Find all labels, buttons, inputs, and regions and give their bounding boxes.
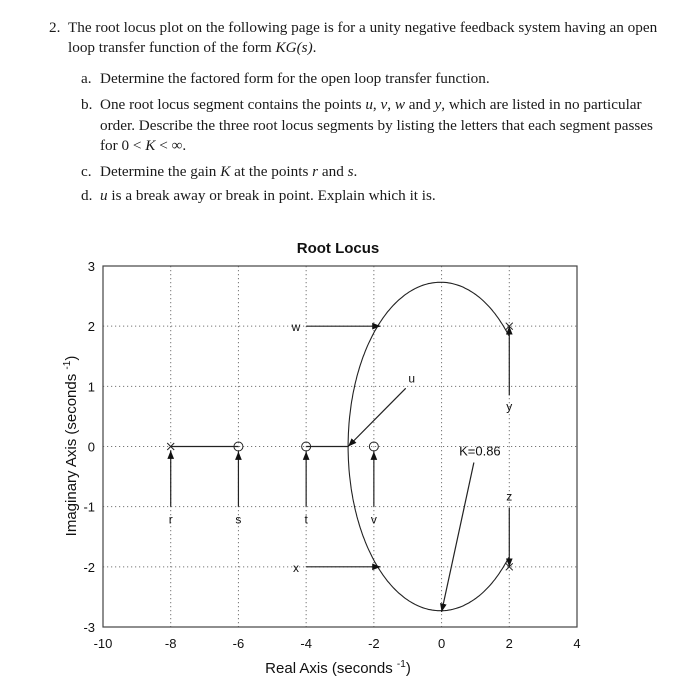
part-b-line-2: order. Describe the three root locus segments by listing the letters that each segment passes xyxy=(100,117,653,134)
intro-period: . xyxy=(312,39,317,56)
point-label-v: v xyxy=(370,512,377,527)
gain-annotation-label: K=0.86 xyxy=(459,443,501,459)
y-tick-label: 3 xyxy=(87,259,95,274)
y-tick-label: -2 xyxy=(83,559,95,575)
x-tick-label: -10 xyxy=(93,636,113,651)
point-arrow-u xyxy=(348,388,406,446)
part-a-text: Determine the factored form for the open loop transfer function. xyxy=(100,70,490,87)
part-b-line-1: One root locus segment contains the points u, v, w and y, which are listed in no particular xyxy=(100,96,642,113)
y-axis-label-text: Imaginary Axis (seconds xyxy=(63,369,80,537)
complex-locus-lower xyxy=(348,447,509,611)
problem-number: 2. xyxy=(49,19,61,36)
part-a-label: a. xyxy=(81,70,92,87)
x-axis-close-paren: ) xyxy=(405,660,411,677)
y-axis-label xyxy=(62,356,80,537)
x-tick-label: 4 xyxy=(573,636,581,651)
intro-text: loop transfer function of the form xyxy=(68,39,276,56)
x-tick-label: -4 xyxy=(300,636,312,651)
point-label-x: x xyxy=(292,560,299,575)
y-tick-label: 1 xyxy=(87,379,95,395)
x-axis-label xyxy=(265,659,411,677)
part-c-label: c. xyxy=(81,163,92,180)
point-label-y: y xyxy=(506,399,513,414)
part-c-text: Determine the gain K at the points r and s. xyxy=(100,163,358,180)
part-b-line-3: for 0 < K < ∞. xyxy=(100,137,187,154)
gain-annotation-arrow xyxy=(442,463,474,612)
x-axis-exponent: -1 xyxy=(396,659,406,670)
point-label-t: t xyxy=(304,512,308,527)
point-label-z: z xyxy=(506,489,513,504)
point-labels xyxy=(169,320,513,612)
x-tick-label: 0 xyxy=(437,636,446,651)
locus-curves xyxy=(168,282,509,610)
point-label-r: r xyxy=(168,512,173,527)
part-b-label: b. xyxy=(81,96,93,113)
point-label-w: w xyxy=(291,320,301,335)
y-axis-close-paren: ) xyxy=(63,355,80,361)
y-tick-label: -1 xyxy=(83,499,95,515)
part-d-label: d. xyxy=(81,187,93,204)
point-label-s: s xyxy=(235,512,242,527)
point-label-u: u xyxy=(408,371,416,386)
x-axis-label-text: Real Axis (seconds xyxy=(265,660,397,677)
x-tick-label: -2 xyxy=(368,636,380,651)
x-tick-label: -6 xyxy=(232,636,245,651)
part-d-text: u is a break away or break in point. Explain which it is. xyxy=(100,187,436,204)
y-tick-label: 0 xyxy=(87,439,95,455)
y-tick-label: 2 xyxy=(87,319,95,335)
transfer-function-math: KG(s) xyxy=(275,39,313,56)
x-tick-label: 2 xyxy=(505,636,513,651)
problem-intro-line-1: The root locus plot on the following page is for a unity negative feedback system having an open xyxy=(68,19,658,36)
tick-labels xyxy=(83,259,580,651)
y-axis-exponent: -1 xyxy=(62,360,73,370)
x-tick-label: -8 xyxy=(164,636,177,651)
y-tick-label: -3 xyxy=(83,620,95,635)
chart-title: Root Locus xyxy=(296,240,380,257)
